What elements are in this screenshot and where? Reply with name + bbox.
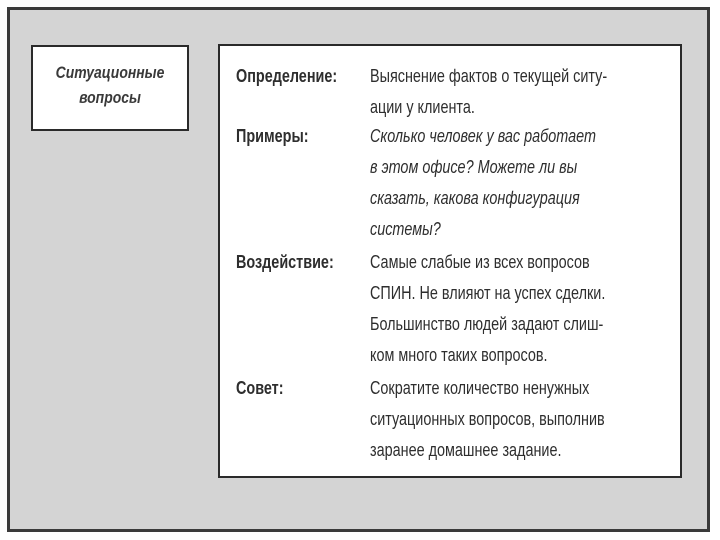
definition-line: ации у клиента. <box>370 97 475 117</box>
impact-line: СПИН. Не влияют на успех сделки. <box>370 283 606 303</box>
impact-line: Большинство людей задают слиш- <box>370 314 604 334</box>
impact-line: Самые слабые из всех вопросов <box>370 252 590 272</box>
title-box <box>31 45 189 131</box>
examples-text <box>370 121 596 245</box>
advice-term: Совет: <box>236 378 284 398</box>
advice-line: заранее домашнее задание. <box>370 440 562 460</box>
definition-text <box>370 61 607 123</box>
examples-line: сказать, какова конфигурация <box>370 188 580 208</box>
advice-line: Сократите количество ненужных <box>370 378 590 398</box>
title-line: Ситуационные <box>55 63 165 82</box>
impact-term: Воздействие: <box>236 252 334 272</box>
impact-text <box>370 247 605 371</box>
advice-line: ситуационных вопросов, выполнив <box>370 409 605 429</box>
examples-line: Сколько человек у вас работает <box>370 126 596 146</box>
advice-text <box>370 373 605 466</box>
content-box <box>218 44 682 478</box>
examples-line: системы? <box>370 219 441 239</box>
examples-term: Примеры: <box>236 126 309 146</box>
impact-line: ком много таких вопросов. <box>370 345 548 365</box>
title-line: вопросы <box>79 88 141 107</box>
definition-term: Определение: <box>236 66 338 86</box>
definition-line: Выяснение фактов о текущей ситу- <box>370 66 608 86</box>
examples-line: в этом офисе? Можете ли вы <box>370 157 578 177</box>
